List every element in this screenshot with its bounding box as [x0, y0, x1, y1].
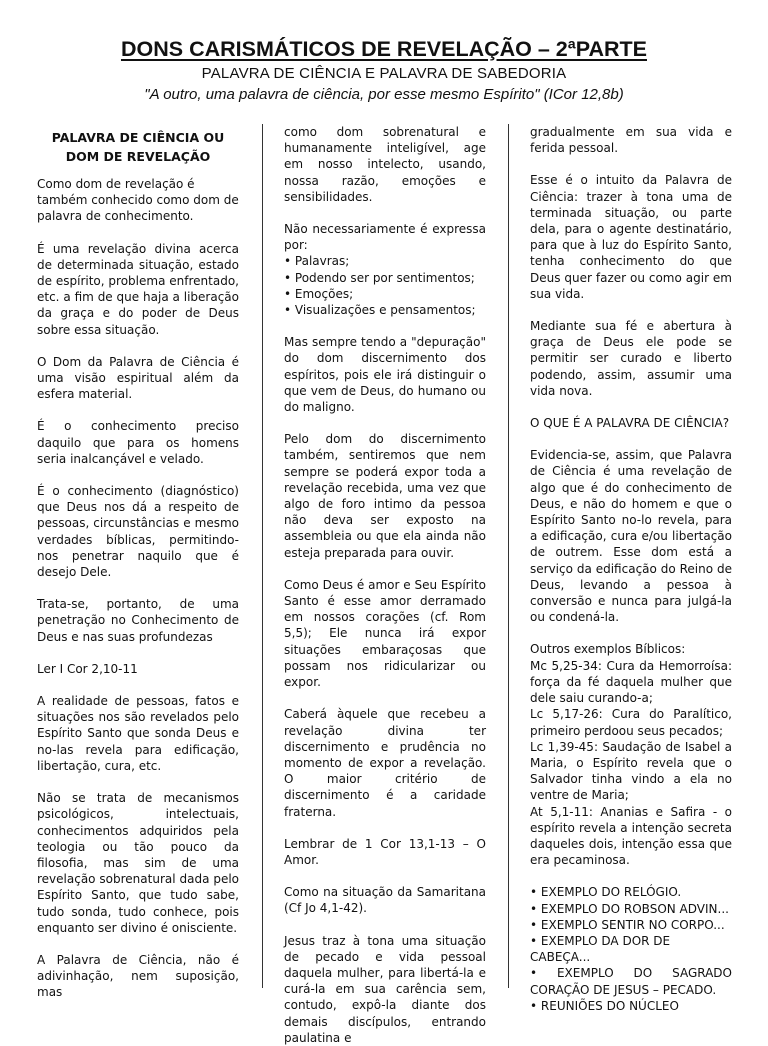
- paragraph: como dom sobrenatural e humanamente inteligível, age em nosso intelecto, usando, nossa razão, emoções e sensibilidades.: [284, 125, 486, 204]
- example-entry: Lc 5,17-26: Cura do Paralítico, primeiro perdoou seus pecados;: [530, 707, 732, 738]
- list-item: • EXEMPLO DO ROBSON ADVIN...: [530, 901, 732, 917]
- section-heading-line: DOM DE REVELAÇÃO: [65, 149, 211, 164]
- reference-line: Ler I Cor 2,10-11: [37, 661, 138, 676]
- paragraph: Trata-se, portanto, de uma penetração no Conhecimento de Deus e nas suas profundezas: [37, 597, 239, 644]
- epigraph-quote: "A outro, uma palavra de ciência, por esse mesmo Espírito" (ICor 12,8b): [144, 86, 624, 103]
- list-item: • EXEMPLO DO SAGRADO CORAÇÃO DE JESUS – PECADO.: [530, 965, 732, 997]
- list-item: • Emoções;: [284, 286, 486, 302]
- list-item: • Podendo ser por sentimentos;: [284, 270, 486, 286]
- paragraph: Não necessariamente é expressa por:: [284, 222, 486, 253]
- paragraph: A realidade de pessoas, fatos e situações nos são revelados pelo Espírito Santo que sonda Deus e no-las revela para edificação, libertação, cura, etc.: [37, 694, 239, 773]
- paragraph: Mas sempre tendo a "depuração" do dom discernimento dos espíritos, pois ele irá distinguir o que vem de Deus, do humano ou do maligno.: [284, 335, 486, 415]
- example-entry: Mc 5,25-34: Cura da Hemorroísa: força da fé daquela mulher que dele saiu curando-a;: [530, 658, 732, 706]
- expression-list: [284, 253, 486, 318]
- list-item: • Palavras;: [284, 253, 486, 269]
- paragraph: É o conhecimento preciso daquilo que para os homens seria inalcançável e velado.: [37, 419, 239, 466]
- paragraph: Pelo dom do discernimento também, sentiremos que nem sempre se poderá expor toda a revelação recebida, uma vez que algo de foro intimo da pessoa não deva ser exposto na assembleia ou que ela ainda não esteja preparada para ouvir.: [284, 432, 486, 560]
- section-heading: O QUE É A PALAVRA DE CIÊNCIA?: [530, 416, 730, 431]
- paragraph: Como na situação da Samaritana (Cf Jo 4,1-42).: [284, 885, 486, 916]
- paragraph: É o conhecimento (diagnóstico) que Deus nos dá a respeito de pessoas, circunstâncias e mesmo verdades bíblicas, permitindo-nos penetrar naquilo que é desejo Dele.: [37, 484, 239, 580]
- text-column-2: [284, 124, 486, 1046]
- list-item: • EXEMPLO SENTIR NO CORPO...: [530, 917, 732, 933]
- example-entry: Lc 1,39-45: Saudação de Isabel a Maria, o Espírito revela que o Salvador tinha vindo a ela no ventre de Maria;: [530, 739, 732, 803]
- section-heading-line: PALAVRA DE CIÊNCIA OU: [51, 130, 225, 145]
- list-item: • EXEMPLO DA DOR DE CABEÇA...: [530, 933, 732, 965]
- list-item: • REUNIÕES DO NÚCLEO: [530, 998, 732, 1014]
- column-divider: [508, 124, 509, 988]
- document-header: [0, 36, 768, 104]
- paragraph: Não se trata de mecanismos psicológicos, intelectuais, conhecimentos adquiridos pela teologia ou tão pouco da filosofia, mas sim de uma revelação sobrenatural dada pelo Espírito Santo, que tudo sabe, tudo sonda, tudo conhece, pois enquanto ser divino é onisciente.: [37, 791, 239, 935]
- paragraph: Como dom de revelação é também conhecido como dom de palavra de conhecimento.: [37, 177, 239, 224]
- page-subtitle: PALAVRA DE CIÊNCIA E PALAVRA DE SABEDORIA: [201, 65, 567, 82]
- page-title: DONS CARISMÁTICOS DE REVELAÇÃO – 2ªPARTE: [120, 37, 647, 61]
- paragraph: É uma revelação divina acerca de determinada situação, estado de espírito, problema enfrentado, etc. a fim de que haja a liberação da graça e do poder de Deus sobre essa situação.: [37, 241, 239, 337]
- examples-bullet-list: [530, 884, 732, 1014]
- paragraph: Caberá àquele que recebeu a revelação divina ter discernimento e prudência no momento de expor a revelação. O maior critério de discernimento é a caridade fraterna.: [284, 707, 486, 819]
- list-item: • EXEMPLO DO RELÓGIO.: [530, 884, 732, 900]
- text-column-3: [530, 124, 732, 1014]
- paragraph: Evidencia-se, assim, que Palavra de Ciência é uma revelação de algo que é do conhecimento de Deus, e não do homem e que o Espírito Santo no-lo revela, para a edificação, cura e/ou libertação de outrem. Esse dom está a serviço da edificação do Reino de Deus, levando a pessoa à conversão e nunca para julgá-la ou condená-la.: [530, 448, 732, 625]
- example-entry: At 5,1-11: Ananias e Safira - o espírito revela a intenção secreta daqueles dois, intenção essa que era pecaminosa.: [530, 804, 732, 868]
- paragraph: Como Deus é amor e Seu Espírito Santo é esse amor derramado em nossos corações (cf. Rom 5,5); Ele nunca irá expor situações embaraçosas que possam nos ridicularizar ou expor.: [284, 577, 486, 690]
- paragraph: A Palavra de Ciência, não é adivinhação, nem suposição, mas: [37, 952, 239, 1000]
- examples-title: Outros exemplos Bíblicos:: [530, 642, 686, 657]
- text-column-1: [37, 122, 239, 1001]
- list-item: • Visualizações e pensamentos;: [284, 302, 486, 318]
- paragraph: O Dom da Palavra de Ciência é uma visão espiritual além da esfera material.: [37, 354, 239, 402]
- paragraph: Esse é o intuito da Palavra de Ciência: trazer à tona uma de terminada situação, ou parte dela, para o agente destinatário, para que à luz do Espírito Santo, tenha conhecimento do que Deus quer fazer ou como agir em sua vida.: [530, 173, 732, 301]
- paragraph: gradualmente em sua vida e ferida pessoal.: [530, 125, 732, 156]
- paragraph: Lembrar de 1 Cor 13,1-13 – O Amor.: [284, 836, 486, 867]
- section-heading: [37, 128, 239, 166]
- paragraph: Mediante sua fé e abertura à graça de Deus ele pode se permitir ser curado e liberto podendo, assim, assumir uma vida nova.: [530, 319, 732, 398]
- paragraph: Jesus traz à tona uma situação de pecado e vida pessoal daquela mulher, para libertá-la e curá-la em sua carência sem, contudo, expô-la diante dos demais discípulos, entrando paulatina e: [284, 933, 486, 1045]
- column-divider: [262, 124, 263, 988]
